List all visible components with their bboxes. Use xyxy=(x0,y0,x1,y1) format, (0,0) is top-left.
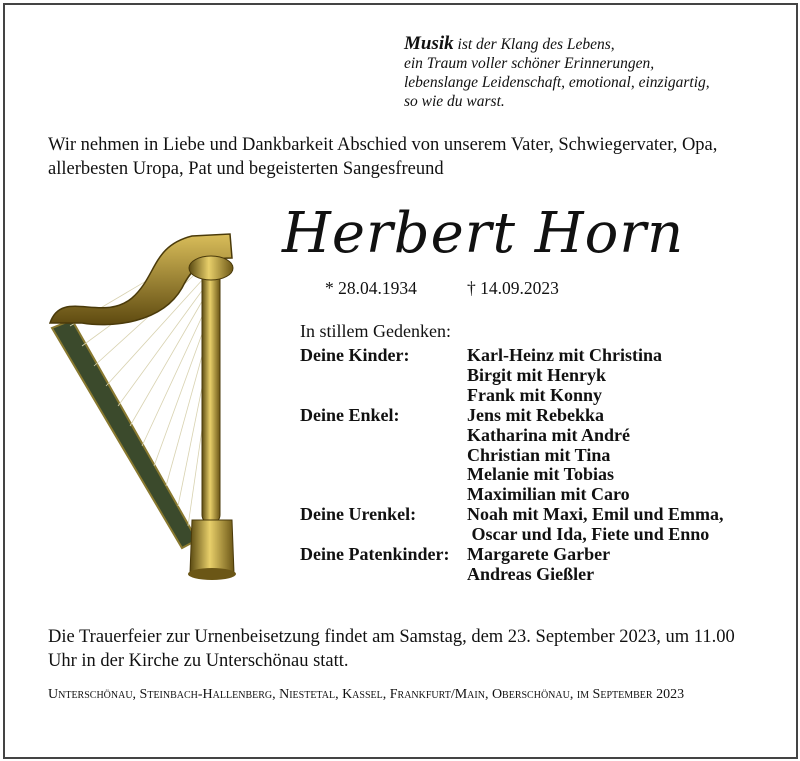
list-item: Noah mit Maxi, Emil und Emma, xyxy=(467,504,724,525)
mourners-list xyxy=(300,346,724,585)
motto xyxy=(404,34,710,111)
group-children xyxy=(300,346,724,406)
list-item: Margarete Garber xyxy=(467,544,611,565)
list-item: Karl-Heinz mit Christina xyxy=(467,345,662,365)
motto-line-4: so wie du warst. xyxy=(404,93,505,110)
list-item: Andreas Gießler xyxy=(467,563,595,584)
intro-text: Wir nehmen in Liebe und Dankbarkeit Abschied von unserem Vater, Schwiegervater, Opa, allerbesten Uropa, Pat und begeisterten Sangesfreund xyxy=(48,135,718,179)
list-item: Oscar und Ida, Fiete und Enno xyxy=(467,524,710,545)
list-item: Jens mit Rebekka xyxy=(467,404,605,425)
motto-line-2: ein Traum voller schöner Erinnerungen, xyxy=(404,55,655,72)
motto-line-1: ist der Klang des Lebens, xyxy=(453,36,615,53)
group-grandchildren xyxy=(300,406,724,506)
group-label: Deine Enkel: xyxy=(300,404,400,425)
list-item: Maximilian mit Caro xyxy=(467,484,630,505)
group-great-grandchildren xyxy=(300,505,724,545)
places-and-date: Unterschönau, Steinbach-Hallenberg, Niestetal, Kassel, Frankfurt/Main, Oberschönau, im September 2023 xyxy=(48,687,685,702)
group-label: Deine Patenkinder: xyxy=(300,544,450,565)
group-godchildren xyxy=(300,545,724,585)
birth-date: * 28.04.1934 xyxy=(325,278,417,298)
motto-first-word: Musik xyxy=(404,33,454,54)
list-item: Frank mit Konny xyxy=(467,384,603,405)
deceased-name: Herbert Horn xyxy=(282,201,685,266)
group-label: Deine Urenkel: xyxy=(300,504,417,525)
list-item: Birgit mit Henryk xyxy=(467,364,606,385)
funeral-info: Die Trauerfeier zur Urnenbeisetzung findet am Samstag, dem 23. September 2023, um 11.00 Uhr in der Kirche zu Unterschönau statt. xyxy=(48,627,735,671)
list-item: Katharina mit André xyxy=(467,424,631,445)
list-item: Christian mit Tina xyxy=(467,444,611,465)
mourners-heading: In stillem Gedenken: xyxy=(300,321,451,341)
harp-illustration xyxy=(42,228,242,583)
list-item: Melanie mit Tobias xyxy=(467,464,615,485)
group-label: Deine Kinder: xyxy=(300,345,410,365)
motto-line-3: lebenslange Leidenschaft, emotional, einzigartig, xyxy=(404,74,710,91)
death-date: † 14.09.2023 xyxy=(467,278,559,298)
